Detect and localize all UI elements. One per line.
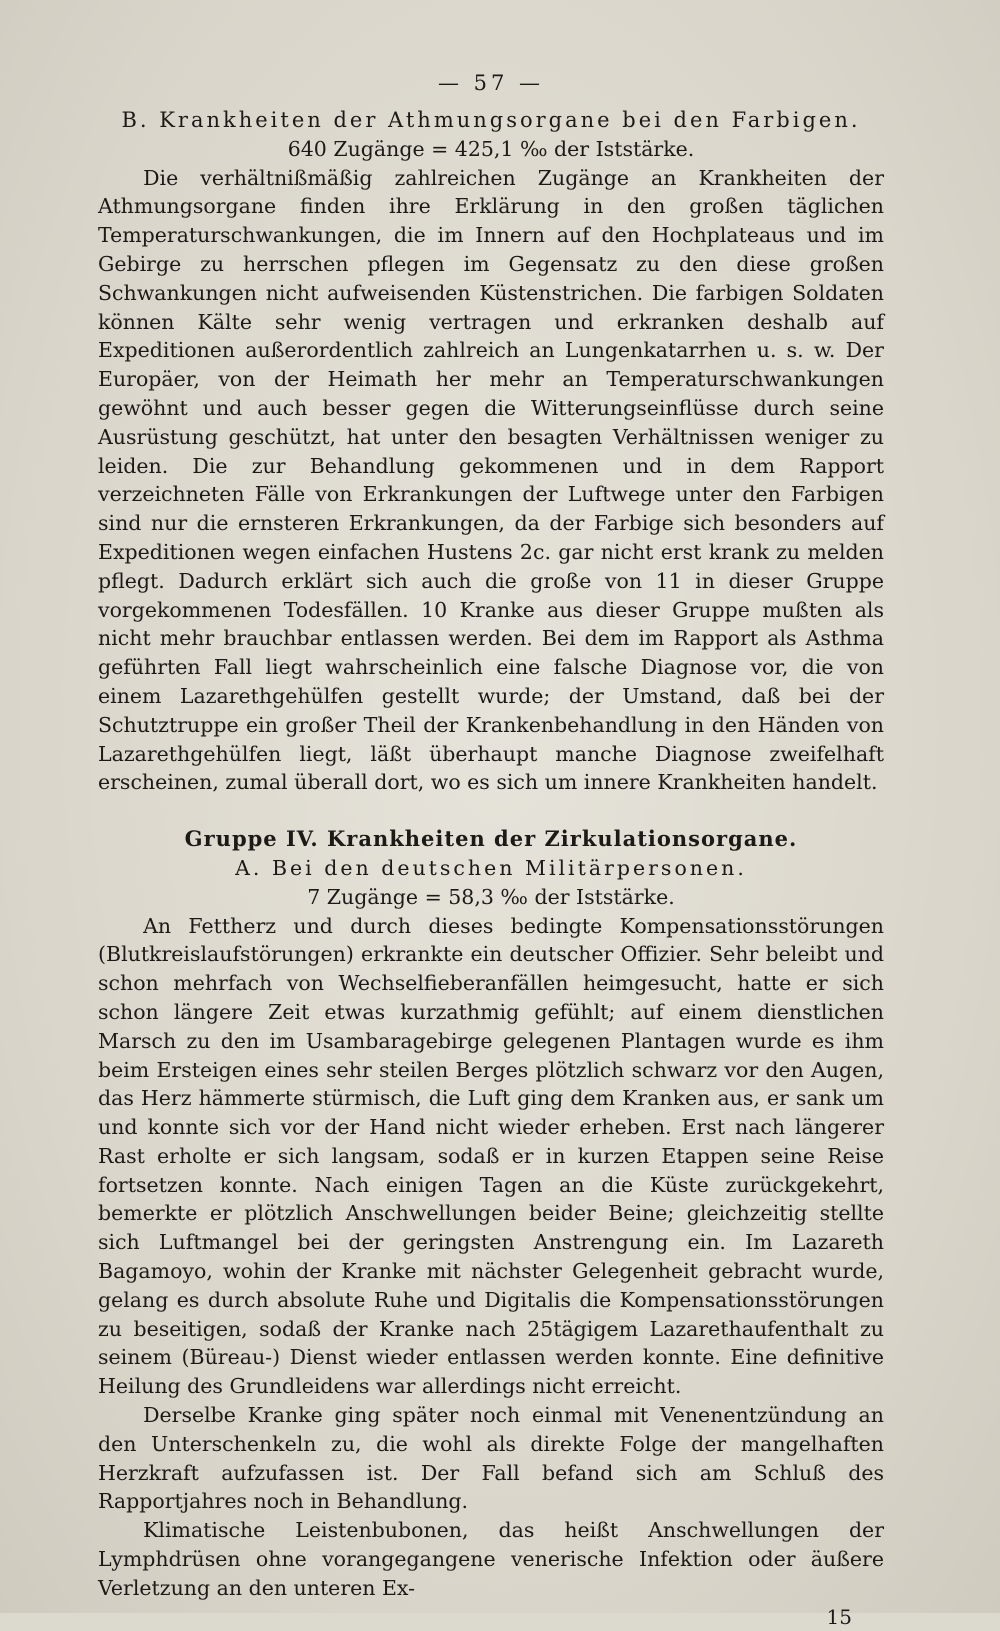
group-iv-stats: 7 Zugänge = 58,3 ‰ der Iststärke. xyxy=(307,884,675,909)
group-iv-paragraph-3: Klimatische Leistenbubonen, das heißt Anschwellungen der Lymphdrüsen ohne vorangegangene venerische Infektion oder äußere Verletzung an den unteren Ex- xyxy=(98,1518,884,1600)
group-iv-heading: Gruppe IV. Krankheiten der Zirkulationsorgane. xyxy=(184,826,798,852)
group-iv-paragraph-2: Derselbe Kranke ging später noch einmal mit Venenentzündung an den Unterschenkeln zu, die wohl als direkte Folge der mangelhaften Herzkraft aufzufassen ist. Der Fall befand sich am Schluß des Rapportjahres noch in Behandlung. xyxy=(98,1403,884,1514)
section-gap xyxy=(98,797,884,825)
section-b-paragraph: Die verhältnißmäßig zahlreichen Zugänge an Krankheiten der Athmungsorgane finden ihre Erklärung in den großen täglichen Temperaturschwankungen, die im Innern auf den Hochplateaus und im Gebirge zu herrschen pflegen im Gegensatz zu den diese großen Schwankungen nicht aufweisenden Küstenstrichen. Die farbigen Soldaten können Kälte sehr wenig vertragen und erkranken deshalb auf Expeditionen außerordentlich zahlreich an Lungenkatarrhen u. s. w. Der Europäer, von der Heimath her mehr an Temperaturschwankungen gewöhnt und auch besser gegen die Witterungseinflüsse durch seine Ausrüstung geschützt, hat unter den besagten Verhältnissen weniger zu leiden. Die zur Behandlung gekommenen und in dem Rapport verzeichneten Fälle von Erkrankungen der Luftwege unter den Farbigen sind nur die ernsteren Erkrankungen, da der Farbige sich besonders auf Expeditionen wegen einfachen Hustens 2c. gar nicht erst krank zu melden pflegt. Dadurch erklärt sich auch die große von 11 in dieser Gruppe vorgekommenen Todesfällen. 10 Kranke aus dieser Gruppe mußten als nicht mehr brauchbar entlassen werden. Bei dem im Rapport als Asthma geführten Fall liegt wahrscheinlich eine falsche Diagnose vor, die von einem Lazarethgehülfen gestellt wurde; der Umstand, daß bei der Schutztruppe ein großer Theil der Krankenbehandlung in den Händen von Lazarethgehülfen liegt, läßt überhaupt manche Diagnose zweifelhaft erscheinen, zumal überall dort, wo es sich um innere Krankheiten handelt. xyxy=(98,165,884,795)
page-number: — 57 — xyxy=(437,71,545,95)
page-text xyxy=(98,60,884,1631)
section-b-stats: 640 Zugänge = 425,1 ‰ der Iststärke. xyxy=(287,136,695,161)
group-iv-subheading: A. Bei den deutschen Militärpersonen. xyxy=(235,855,747,880)
signature-mark: 15 xyxy=(826,1604,852,1629)
section-b-heading: B. Krankheiten der Athmungsorgane bei den Farbigen. xyxy=(121,108,861,132)
group-iv-paragraph-1: An Fettherz und durch dieses bedingte Kompensationsstörungen (Blutkreislaufstörungen) erkrankte ein deutscher Offizier. Sehr beleibt und schon mehrfach von Wechselfieberanfällen heimgesucht, hatte er sich schon längere Zeit etwas kurzathmig gefühlt; auf einem dienstlichen Marsch zu den im Usambaragebirge gelegenen Plantagen wurde es ihm beim Ersteigen eines sehr steilen Berges plötzlich schwarz vor den Augen, das Herz hämmerte stürmisch, die Luft ging dem Kranken aus, er sank um und konnte sich vor der Hand nicht wieder erheben. Erst nach längerer Rast erholte er sich langsam, sodaß er in kurzen Etappen seine Reise fortsetzen konnte. Nach einigen Tagen an die Küste zurückgekehrt, bemerkte er plötzlich Anschwellungen beider Beine; gleichzeitig stellte sich Luftmangel bei der geringsten Anstrengung ein. Im Lazareth Bagamoyo, wohin der Kranke mit nächster Gelegenheit gebracht wurde, gelang es durch absolute Ruhe und Digitalis die Kompensationsstörungen zu beseitigen, sodaß der Kranke nach 25tägigem Lazarethaufenthalt zu seinem (Büreau-) Dienst wieder entlassen werden konnte. Eine definitive Heilung des Grundleidens war allerdings nicht erreicht. xyxy=(98,913,884,1399)
